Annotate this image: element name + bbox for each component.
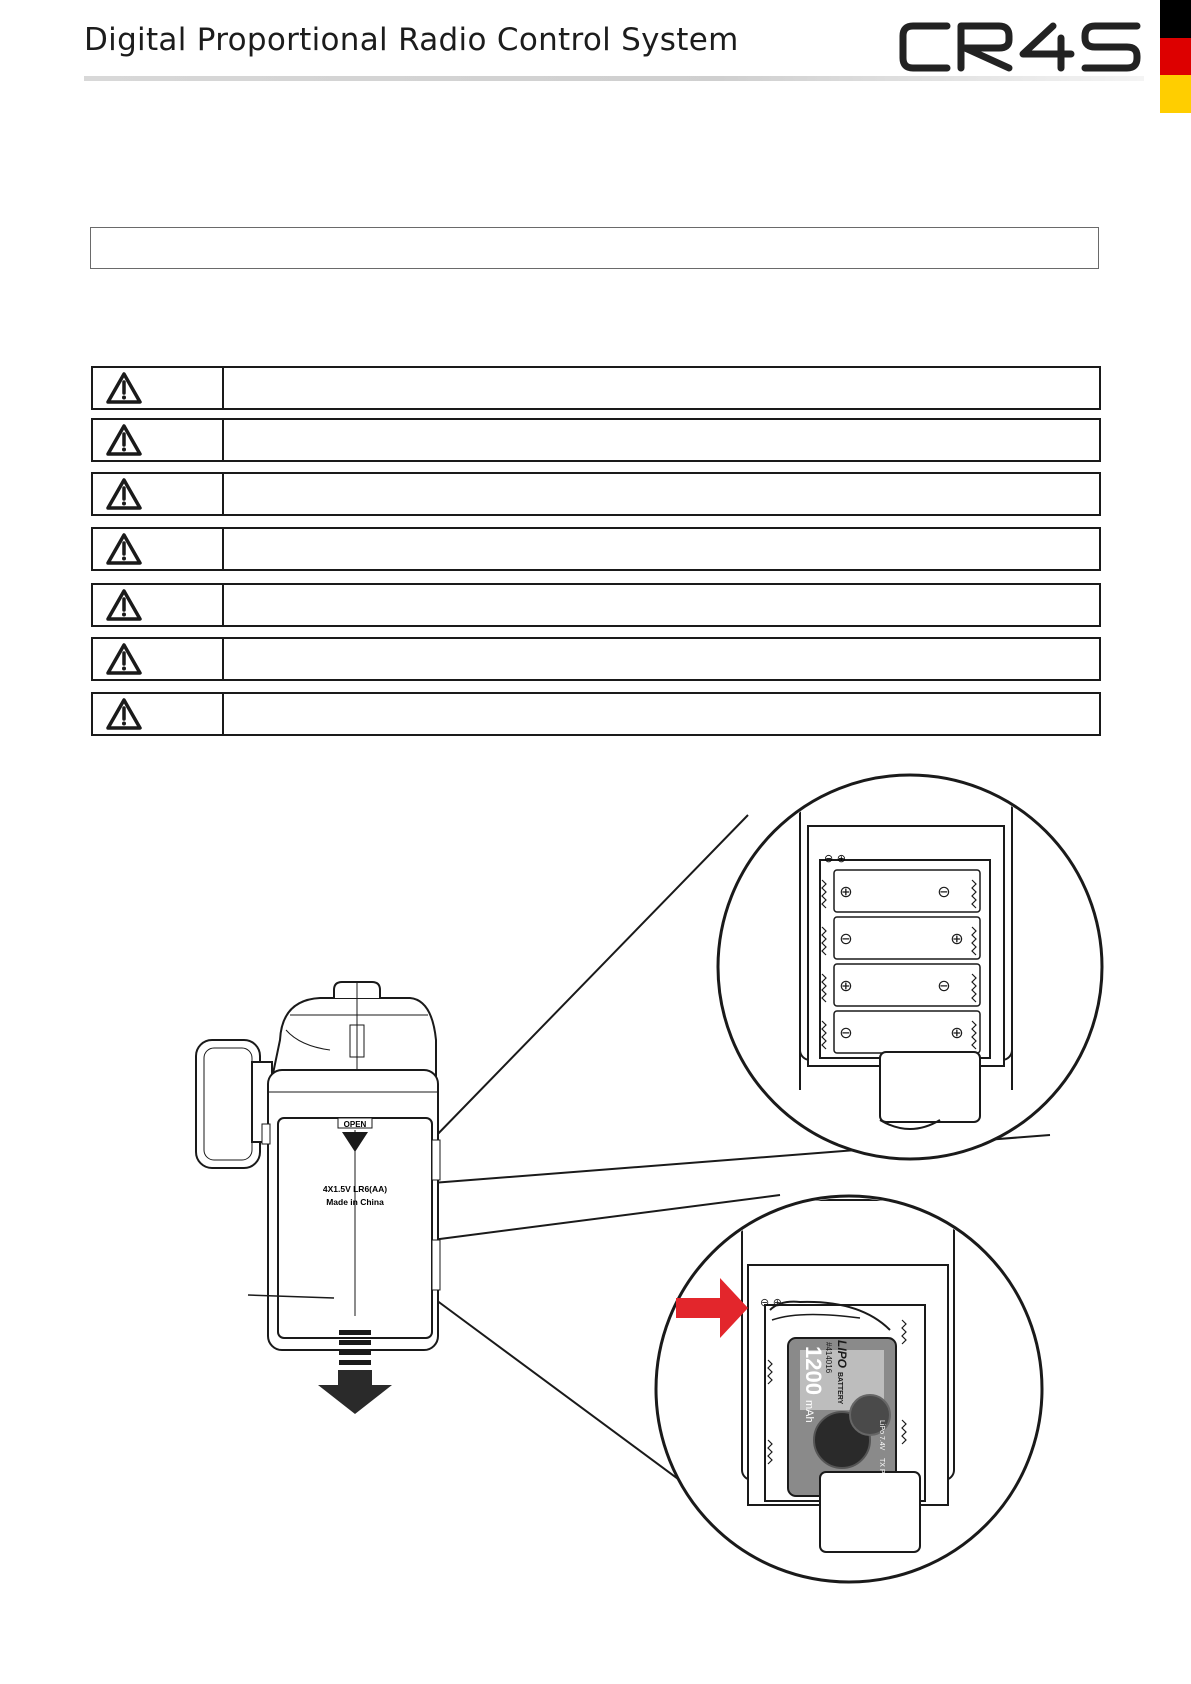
warning-triangle-icon — [105, 477, 143, 511]
svg-text:⊕: ⊕ — [950, 1023, 964, 1042]
warning-triangle-icon — [105, 371, 143, 405]
svg-text:⊕: ⊕ — [839, 882, 853, 901]
svg-text:⊕: ⊕ — [950, 929, 964, 948]
svg-text:⊖: ⊖ — [839, 929, 853, 948]
warning-triangle-icon — [105, 697, 143, 731]
aa-battery-detail — [718, 760, 1102, 1159]
warning-text-cell — [224, 420, 1099, 460]
lipo-spec: LiPo 7.4V — [878, 1420, 885, 1451]
warning-icon-cell — [93, 639, 224, 679]
warning-triangle-icon — [105, 642, 143, 676]
open-label: OPEN — [343, 1120, 367, 1129]
made-in-label: Made in China — [326, 1197, 384, 1207]
warning-row — [91, 692, 1101, 736]
battery-spec-label: 4X1.5V LR6(AA) — [322, 1184, 388, 1194]
warning-row — [91, 527, 1101, 571]
warning-text-cell — [224, 474, 1099, 514]
lipo-polarity-mark: ⊖ ⊕ — [760, 1296, 782, 1309]
page-header-title: Digital Proportional Radio Control System — [84, 22, 739, 58]
lipo-unit: mAh — [803, 1400, 815, 1423]
warning-text-cell — [224, 694, 1099, 734]
warning-icon-cell — [93, 694, 224, 734]
svg-text:⊖: ⊖ — [839, 1023, 853, 1042]
warning-row — [91, 637, 1101, 681]
brand-logo — [895, 18, 1145, 76]
header-divider — [84, 76, 1144, 81]
german-flag — [1160, 0, 1191, 113]
note-box — [90, 227, 1099, 269]
warning-icon-cell — [93, 585, 224, 625]
warning-triangle-icon — [105, 588, 143, 622]
lipo-capacity: 1200 — [801, 1346, 826, 1395]
svg-text:⊖: ⊖ — [937, 976, 951, 995]
warning-row — [91, 472, 1101, 516]
warning-icon-cell — [93, 368, 224, 408]
lipo-battery-detail — [656, 1196, 1042, 1582]
warning-text-cell — [224, 585, 1099, 625]
warning-icon-cell — [93, 420, 224, 460]
warning-row — [91, 418, 1101, 462]
battery-installation-illustration — [0, 740, 1191, 1684]
warning-icon-cell — [93, 474, 224, 514]
warning-triangle-icon — [105, 532, 143, 566]
warning-icon-cell — [93, 529, 224, 569]
aa-polarity-mark: ⊖ ⊕ — [824, 852, 846, 865]
lipo-part-number: #414016 — [824, 1342, 833, 1374]
lipo-tx-pack: TX PACK — [878, 1458, 885, 1488]
svg-text:⊕: ⊕ — [839, 976, 853, 995]
transmitter-side-view — [196, 982, 440, 1414]
lipo-brand: LIPO — [835, 1340, 849, 1369]
warning-text-cell — [224, 368, 1099, 408]
warning-text-cell — [224, 529, 1099, 569]
warning-row — [91, 583, 1101, 627]
warning-triangle-icon — [105, 423, 143, 457]
svg-text:⊖: ⊖ — [937, 882, 951, 901]
lipo-battery-word: BATTERY — [836, 1372, 843, 1405]
warning-row — [91, 366, 1101, 410]
warning-text-cell — [224, 639, 1099, 679]
